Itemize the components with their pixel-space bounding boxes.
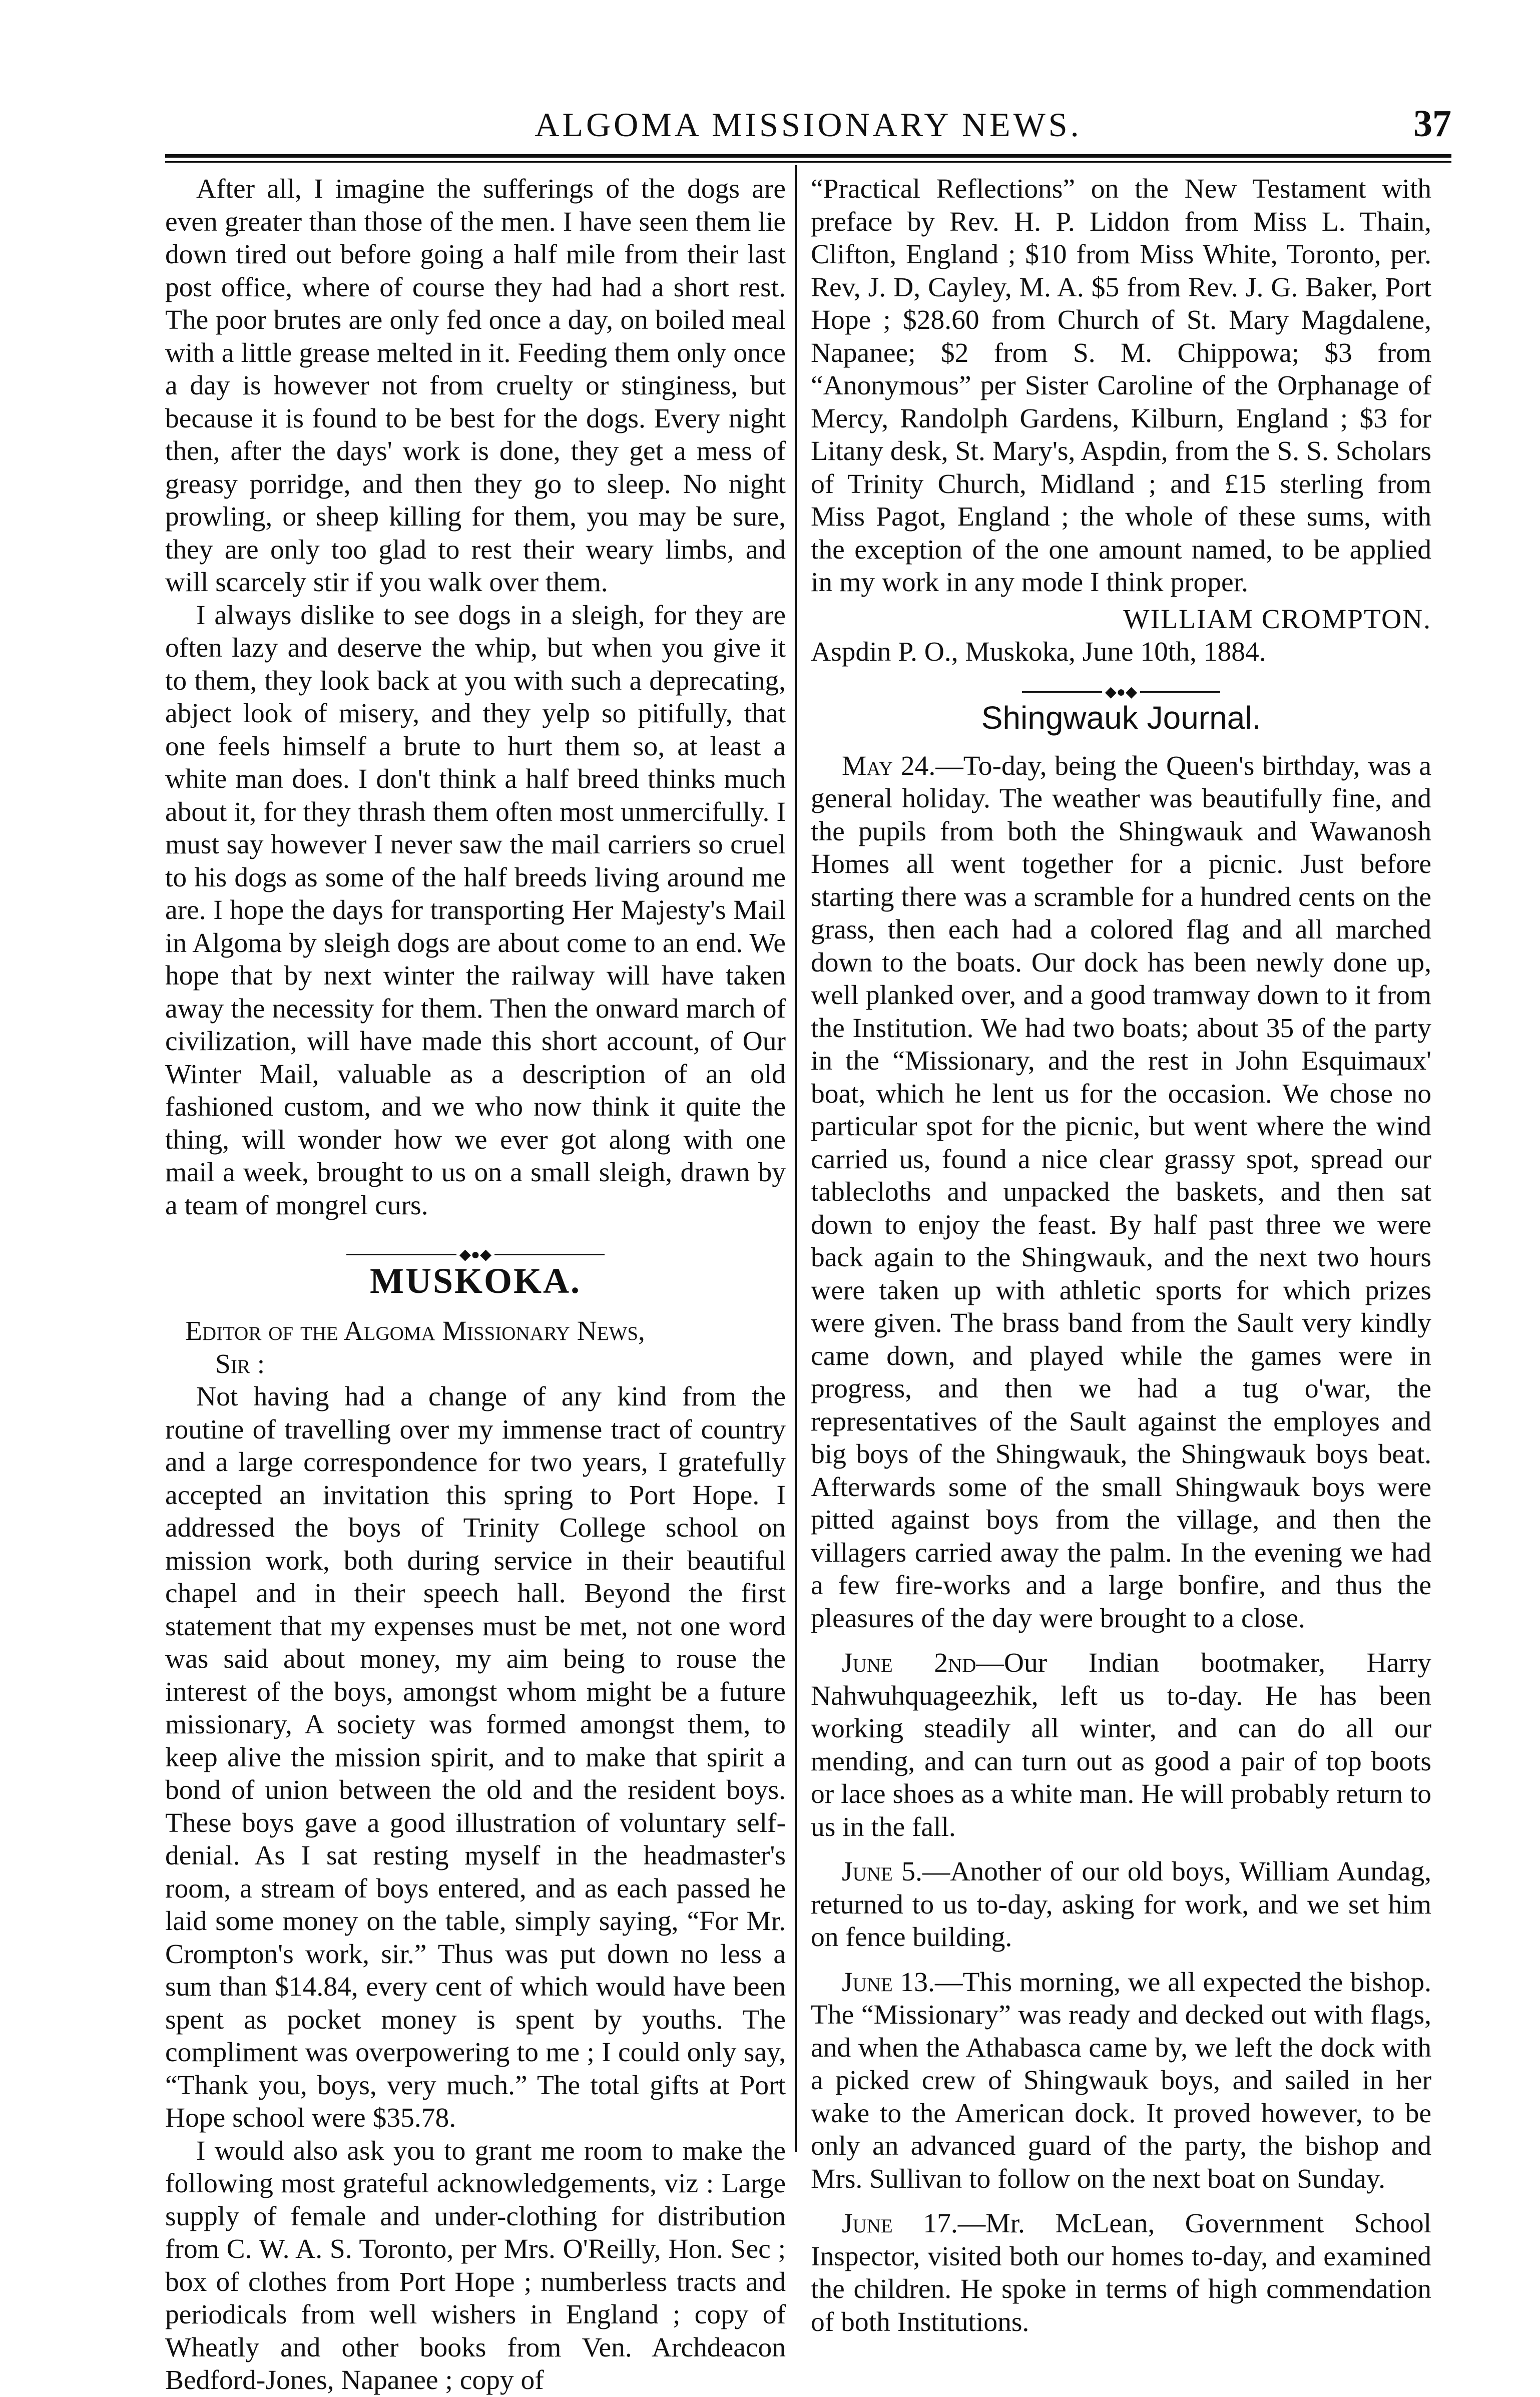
place-date-line: Aspdin P. O., Muskoka, June 10th, 1884.	[811, 637, 1266, 667]
signature: WILLIAM CROMPTON.	[1123, 604, 1431, 635]
section-ornament-2: ◆●◆	[811, 674, 1431, 694]
journal-entry-text: —Another of our old boys, William Aundag, returned to us to-day, asking for work, and we set him on fence building.	[811, 1856, 1431, 1953]
page-number: 37	[1413, 103, 1451, 145]
journal-entry-date: June 13.	[842, 1967, 935, 1998]
journal-entry	[811, 1855, 1431, 1954]
dogs-paragraph-2: I always dislike to see dogs in a sleigh, for they are often lazy and deserve the whip, but when you give it to them, they look back at you with such a deprecating, abject look of misery, and they yelp so pitifully, that one feels himself a brute to hurt them so, at least a white man does. I don't think a half breed thinks much about it, for they thrash them often most unmercifully. I must say however I never saw the mail carriers so cruel to his dogs as some of the half breeds living around me are. I hope the days for transporting Her Majesty's Mail in Algoma by sleigh dogs are about come to an end. We hope that by next winter the railway will have taken away the necessity for them. Then the onward march of civilization, will have made this short account, of Our Winter Mail, valuable as a description of an old fashioned custom, and we who now think it quite the thing, will wonder how we ever got along with one mail a week, brought to us on a small sleigh, drawn by a team of mongrel curs.	[165, 600, 786, 1221]
journal-entry	[811, 750, 1431, 1635]
header-rule-thick	[165, 154, 1451, 158]
column-divider	[795, 165, 797, 2152]
section-ornament: ◆●◆	[165, 1236, 786, 1256]
header-rule-thin	[165, 161, 1451, 163]
left-column	[165, 173, 786, 2397]
shingwauk-journal-heading: Shingwauk Journal.	[981, 699, 1261, 736]
muskoka-paragraph-continued: “Practical Reflections” on the New Testament with preface by Rev. H. P. Liddon from Miss L. Thain, Clifton, England ; $10 from Miss White, Toronto, per. Rev, J. D, Cayley, M. A. $5 from Rev. J. G. Baker, Port Hope ; $28.60 from Church of St. Mary Magdalene, Napanee; $2 from S. M. Chippowa; $3 from “Anonymous” per Sister Caroline of the Orphanage of Mercy, Randolph Gardens, Kilburn, England ; $3 for Litany desk, St. Mary's, Aspdin, from the S. S. Scholars of Trinity Church, Midland ; and £15 sterling from Miss Pagot, England ; the whole of these sums, with the exception of the one amount named, to be applied in my work in any mode I think proper.	[811, 174, 1431, 598]
journal-entry-text: —Mr. McLean, Government School Inspector, visited both our homes to-day, and examined the children. He spoke in terms of high commendation of both Institutions.	[811, 2208, 1431, 2337]
salutation-sir: Sir :	[215, 1348, 265, 1379]
journal-entry-date: June 5.	[842, 1856, 922, 1887]
journal-entry-date: June 2nd	[842, 1648, 976, 1678]
page-header	[165, 105, 1451, 150]
journal-entry-text: —To-day, being the Queen's birthday, was a general holiday. The weather was beautifully fine, and the pupils from both the Shingwauk and Wawanosh Homes all went together for a picnic. Just before starting there was a scramble for a hundred cents on the grass, then each had a colored flag and all marched down to the boats. Our dock has been newly done up, well planked over, and a good tramway down to it from the Institution. We had two boats; about 35 of the party in the “Missionary, and the rest in John Esquimaux' boat, which he lent us for the occasion. We chose no particular spot for the picnic, but went where the wind carried us, found a nice clear grassy spot, spread our tablecloths and unpacked the baskets, and then sat down to enjoy the feast. By half past three we were back again to the Shingwauk, and the next two hours were taken up with athletic sports for which prizes were given. The brass band from the Sault very kindly came down, and played while the games were in progress, and then we had a tug o'war, the representatives of the Sault against the employes and big boys of the Shingwauk, the Shingwauk boys beat. Afterwards some of the small Shingwauk boys were pitted against boys from the village, and then the villagers carried away the palm. In the evening we had a few fire-works and a large bonfire, and thus the pleasures of the day were brought to a close.	[811, 750, 1431, 1634]
journal-entry	[811, 1647, 1431, 1843]
journal-entry	[811, 2207, 1431, 2338]
journal-entry-text: —Our Indian bootmaker, Harry Nahwuhquageezhik, left us to-day. He has been working steadily all winter, and can do all our mending, and can turn out as good a pair of top boots or lace shoes as a white man. He will probably return to us in the fall.	[811, 1648, 1431, 1842]
journal-entry-text: —This morning, we all expected the bishop. The “Missionary” was ready and decked out with flags, and when the Athabasca came by, we left the dock with a picked crew of Shingwauk boys, and sailed in her wake to the American dock. It proved however, to be only an advanced guard of the party, the bishop and Mrs. Sullivan to follow on the next boat on Sunday.	[811, 1967, 1431, 2194]
muskoka-heading: MUSKOKA.	[369, 1261, 581, 1301]
journal-entry	[811, 1966, 1431, 2196]
right-column	[811, 173, 1431, 2338]
muskoka-paragraph-2: I would also ask you to grant me room to make the following most grateful acknowledgements, viz : Large supply of female and under-clothing for distribution from C. W. A. S. Toronto, per Mrs. O'Reilly, Hon. Sec ; box of clothes from Port Hope ; numberless tracts and periodicals from well wishers in England ; copy of Wheatly and other books from Ven. Archdeacon Bedford-Jones, Napanee ; copy of	[165, 2135, 786, 2395]
journal-entry-date: May 24.	[842, 750, 936, 781]
journal-entry-date: June 17.	[842, 2208, 958, 2239]
salutation-editor: Editor of the Algoma Missionary News,	[185, 1316, 645, 1346]
dogs-paragraph-1: After all, I imagine the sufferings of the dogs are even greater than those of the men. I have seen them lie down tired out before going a half mile from their last post office, where of course they had had a short rest. The poor brutes are only fed once a day, on boiled meal with a little grease melted in it. Feeding them only once a day is however not from cruelty or stinginess, but because it is found to be best for the dogs. Every night then, after the days' work is done, they get a mess of greasy porridge, and then they go to sleep. No night prowling, or sheep killing for them, you may be sure, they are only too glad to rest their weary limbs, and will scarcely stir if you walk over them.	[165, 174, 786, 598]
muskoka-paragraph-1: Not having had a change of any kind from the routine of travelling over my immense tract of country and a large correspondence for two years, I gratefully accepted an invitation this spring to Port Hope. I addressed the boys of Trinity College school on mission work, both during service in their beautiful chapel and in their speech hall. Beyond the first statement that my expenses must be met, not one word was said about money, my aim being to rouse the interest of the boys, amongst whom might be a future missionary, A society was formed amongst them, to keep alive the mission spirit, and to make that spirit a bond of union between the old and the resident boys. These boys gave a good illustration of voluntary self-denial. As I sat resting myself in the headmaster's room, a stream of boys entered, and as each passed he laid some money on the table, simply saying, “For Mr. Crompton's work, sir.” Thus was put down no less a sum than $14.84, every cent of which would have been spent as pocket money is spent by youths. The compliment was overpowering to me ; I could only say, “Thank you, boys, very much.” The total gifts at Port Hope school were $35.78.	[165, 1381, 786, 2133]
running-title: ALGOMA MISSIONARY NEWS.	[535, 106, 1082, 144]
